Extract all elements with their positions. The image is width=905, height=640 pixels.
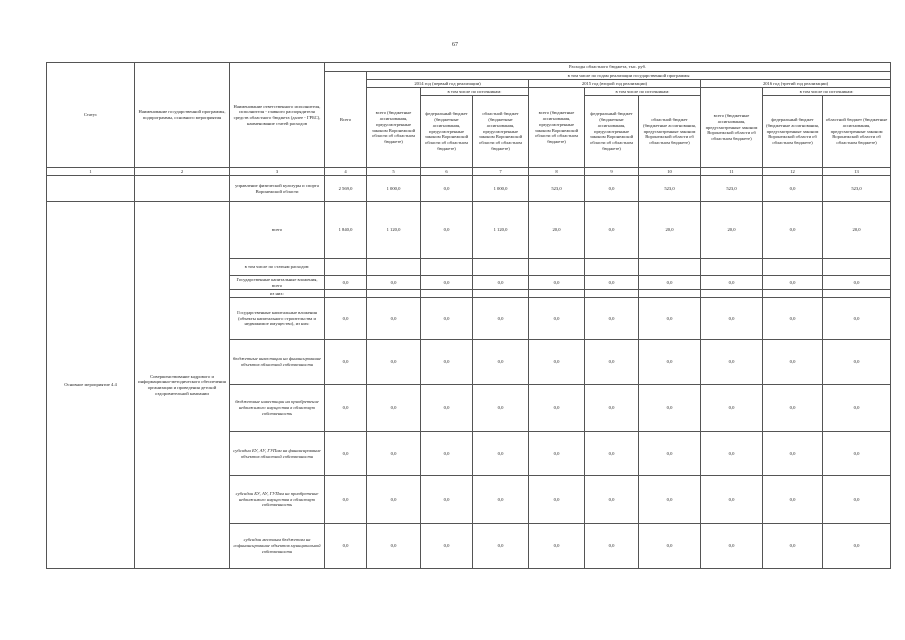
value-cell: 0,0 — [763, 385, 823, 432]
program-name-cell: Совершенствование кадрового и информационно-методического обеспечения организации и проведения детской оздоровительной кампании — [135, 202, 230, 569]
header-by-years: в том числе по годам реализации государственной программы — [367, 72, 891, 80]
header-2016-by-sources: в том числе по источникам: — [763, 88, 891, 96]
value-cell: 0,0 — [325, 276, 367, 290]
value-cell — [823, 259, 891, 276]
value-cell: 0,0 — [823, 476, 891, 524]
value-cell: 0,0 — [421, 276, 473, 290]
value-cell — [473, 290, 529, 298]
value-cell: 0,0 — [823, 276, 891, 290]
col-number: 9 — [585, 168, 639, 176]
value-cell: 0,0 — [823, 432, 891, 476]
value-cell: 0,0 — [763, 340, 823, 385]
value-cell: 0,0 — [585, 202, 639, 259]
budget-table — [46, 62, 891, 569]
value-cell: 0,0 — [529, 276, 585, 290]
header-2014-by-sources: в том числе по источникам: — [421, 88, 529, 96]
col-number: 8 — [529, 168, 585, 176]
value-cell: 0,0 — [529, 385, 585, 432]
value-cell: 0,0 — [473, 298, 529, 340]
value-cell: 0,0 — [823, 298, 891, 340]
header-year-2016: 2016 год (третий год реализации) — [701, 80, 891, 88]
value-cell — [421, 259, 473, 276]
value-cell: 523,0 — [639, 176, 701, 202]
value-cell: 0,0 — [701, 298, 763, 340]
value-cell: 0,0 — [701, 340, 763, 385]
status-cell: Основное мероприятие 4.4 — [47, 202, 135, 569]
col-number: 11 — [701, 168, 763, 176]
value-cell: 0,0 — [639, 476, 701, 524]
value-cell: 523,0 — [701, 176, 763, 202]
col-number: 3 — [230, 168, 325, 176]
value-cell: 0,0 — [701, 432, 763, 476]
value-cell: 0,0 — [639, 432, 701, 476]
value-cell: 20,0 — [701, 202, 763, 259]
value-cell: 0,0 — [639, 524, 701, 569]
expense-label-cell: субсидии БУ, АУ, ГУПам на финансирование объектов областной собственности — [230, 432, 325, 476]
header-2016-federal: федеральный бюджет (бюджетные ассигнования, предусмотренные законом Воронежской области об областном бюджете) — [763, 96, 823, 168]
value-cell: 0,0 — [823, 385, 891, 432]
value-cell: 0,0 — [529, 524, 585, 569]
value-cell — [529, 290, 585, 298]
value-cell: 1 000,0 — [473, 176, 529, 202]
value-cell: 20,0 — [823, 202, 891, 259]
value-cell: 0,0 — [585, 176, 639, 202]
header-2014-federal: федеральный бюджет (бюджетные ассигнования, предусмотренные законом Воронежской области об областном бюджете) — [421, 96, 473, 168]
value-cell: 0,0 — [473, 385, 529, 432]
col-number: 5 — [367, 168, 421, 176]
value-cell: 1 120,0 — [367, 202, 421, 259]
value-cell: 0,0 — [701, 385, 763, 432]
value-cell — [639, 290, 701, 298]
expense-label-cell: всего — [230, 202, 325, 259]
header-program-name: Наименование государственной программы, подпрограммы, основного мероприятия — [135, 63, 230, 168]
value-cell — [585, 259, 639, 276]
header-executor: Наименование ответственного исполнителя, исполнителя - главного распорядителя средств областного бюджета (далее - ГРБС), наименование статей расходов — [230, 63, 325, 168]
value-cell — [367, 259, 421, 276]
value-cell: 0,0 — [325, 340, 367, 385]
value-cell — [473, 259, 529, 276]
value-cell: 0,0 — [367, 524, 421, 569]
value-cell: 0,0 — [701, 476, 763, 524]
value-cell: 0,0 — [585, 476, 639, 524]
value-cell: 0,0 — [473, 276, 529, 290]
col-number: 4 — [325, 168, 367, 176]
expense-label-cell: субсидии БУ, АУ, ГУПам на приобретение недвижимого имущества в областную собственность — [230, 476, 325, 524]
expense-label-cell: Государственные капитальные вложения (объекты капитального строительства и недвижимое имущество), из них: — [230, 298, 325, 340]
value-cell — [701, 259, 763, 276]
value-cell: 0,0 — [701, 276, 763, 290]
header-2015-total-src: всего (бюджетные ассигнования, предусмотренные законом Воронежской области об областном бюджете) — [529, 88, 585, 168]
value-cell: 0,0 — [763, 298, 823, 340]
value-cell: 0,0 — [367, 432, 421, 476]
value-cell: 0,0 — [701, 524, 763, 569]
value-cell: 0,0 — [367, 340, 421, 385]
value-cell: 0,0 — [529, 476, 585, 524]
value-cell: 0,0 — [763, 432, 823, 476]
value-cell: 0,0 — [421, 524, 473, 569]
header-year-2015: 2015 год (второй год реализации) — [529, 80, 701, 88]
value-cell: 20,0 — [529, 202, 585, 259]
value-cell: 0,0 — [585, 385, 639, 432]
col-number: 2 — [135, 168, 230, 176]
value-cell — [763, 259, 823, 276]
header-2015-federal: федеральный бюджет (бюджетные ассигнования, предусмотренные законом Воронежской области об областном бюджете) — [585, 96, 639, 168]
header-2014-regional: областной бюджет (бюджетные ассигнования, предусмотренные законом Воронежской области об областном бюджете) — [473, 96, 529, 168]
header-2016-total-src: всего (бюджетные ассигнования, предусмотренные законом Воронежской области об областном бюджете) — [701, 88, 763, 168]
value-cell: 0,0 — [473, 340, 529, 385]
value-cell: 20,0 — [639, 202, 701, 259]
status-cell — [47, 176, 135, 202]
value-cell: 0,0 — [639, 385, 701, 432]
value-cell: 0,0 — [823, 524, 891, 569]
value-cell: 0,0 — [585, 298, 639, 340]
value-cell: 0,0 — [421, 340, 473, 385]
value-cell: 0,0 — [763, 176, 823, 202]
value-cell: 0,0 — [421, 298, 473, 340]
value-cell — [701, 290, 763, 298]
value-cell: 0,0 — [421, 432, 473, 476]
value-cell: 2 569,0 — [325, 176, 367, 202]
value-cell: 0,0 — [823, 340, 891, 385]
value-cell: 0,0 — [367, 276, 421, 290]
expense-label-cell: субсидии местным бюджетам на софинансирование объектов муниципальной собственности — [230, 524, 325, 569]
value-cell: 0,0 — [421, 385, 473, 432]
value-cell: 0,0 — [325, 432, 367, 476]
header-2015-by-sources: в том числе по источникам: — [585, 88, 701, 96]
col-number: 12 — [763, 168, 823, 176]
value-cell: 0,0 — [763, 476, 823, 524]
value-cell — [325, 290, 367, 298]
value-cell: 0,0 — [325, 298, 367, 340]
expense-label-cell: управление физической культуры и спорта Воронежской области — [230, 176, 325, 202]
value-cell: 0,0 — [585, 276, 639, 290]
table-row — [47, 176, 891, 202]
col-number: 1 — [47, 168, 135, 176]
column-number-row — [47, 168, 891, 176]
value-cell: 0,0 — [585, 524, 639, 569]
col-number: 6 — [421, 168, 473, 176]
value-cell — [325, 259, 367, 276]
col-number: 7 — [473, 168, 529, 176]
value-cell: 0,0 — [473, 476, 529, 524]
value-cell — [585, 290, 639, 298]
value-cell: 0,0 — [421, 176, 473, 202]
value-cell: 0,0 — [325, 476, 367, 524]
value-cell: 0,0 — [585, 432, 639, 476]
value-cell: 0,0 — [421, 202, 473, 259]
value-cell: 0,0 — [325, 524, 367, 569]
header-expenses-title: Расходы областного бюджета, тыс. руб. — [325, 63, 891, 72]
value-cell: 1 840,0 — [325, 202, 367, 259]
value-cell: 0,0 — [473, 432, 529, 476]
col-number: 13 — [823, 168, 891, 176]
expense-label-cell: бюджетные инвестиции на финансирование объектов областной собственности — [230, 340, 325, 385]
value-cell: 523,0 — [529, 176, 585, 202]
value-cell: 0,0 — [763, 202, 823, 259]
value-cell — [763, 290, 823, 298]
expense-label-cell: Государственные капитальные вложения, всего — [230, 276, 325, 290]
value-cell: 523,0 — [823, 176, 891, 202]
header-total: Всего — [325, 72, 367, 168]
value-cell: 0,0 — [639, 276, 701, 290]
header-year-2014: 2014 год (первый год реализации) — [367, 80, 529, 88]
value-cell: 0,0 — [529, 432, 585, 476]
header-2014-total-src: всего (бюджетные ассигнования, предусмотренные законом Воронежской области об областном бюджете) — [367, 88, 421, 168]
expense-label-cell: в том числе по статьям расходов: — [230, 259, 325, 276]
header-status: Статус — [47, 63, 135, 168]
page-number: 67 — [452, 42, 458, 48]
value-cell: 0,0 — [763, 276, 823, 290]
value-cell: 0,0 — [325, 385, 367, 432]
value-cell: 1 000,0 — [367, 176, 421, 202]
header-2015-regional: областной бюджет (бюджетные ассигнования, предусмотренные законом Воронежской области об областном бюджете) — [639, 96, 701, 168]
value-cell: 0,0 — [473, 524, 529, 569]
value-cell — [529, 259, 585, 276]
value-cell: 0,0 — [639, 340, 701, 385]
table-row — [47, 202, 891, 259]
value-cell: 0,0 — [529, 298, 585, 340]
value-cell: 0,0 — [529, 340, 585, 385]
value-cell — [823, 290, 891, 298]
expense-label-cell: из них: — [230, 290, 325, 298]
value-cell — [421, 290, 473, 298]
value-cell — [639, 259, 701, 276]
program-name-cell — [135, 176, 230, 202]
value-cell: 0,0 — [421, 476, 473, 524]
expense-label-cell: бюджетные инвестиции на приобретение недвижимого имущества в областную собственность — [230, 385, 325, 432]
value-cell: 0,0 — [367, 298, 421, 340]
value-cell — [367, 290, 421, 298]
header-2016-regional: областной бюджет (бюджетные ассигнования, предусмотренные законом Воронежской области об областном бюджете) — [823, 96, 891, 168]
value-cell: 0,0 — [585, 340, 639, 385]
value-cell: 0,0 — [763, 524, 823, 569]
value-cell: 0,0 — [367, 385, 421, 432]
col-number: 10 — [639, 168, 701, 176]
value-cell: 1 120,0 — [473, 202, 529, 259]
value-cell: 0,0 — [639, 298, 701, 340]
value-cell: 0,0 — [367, 476, 421, 524]
